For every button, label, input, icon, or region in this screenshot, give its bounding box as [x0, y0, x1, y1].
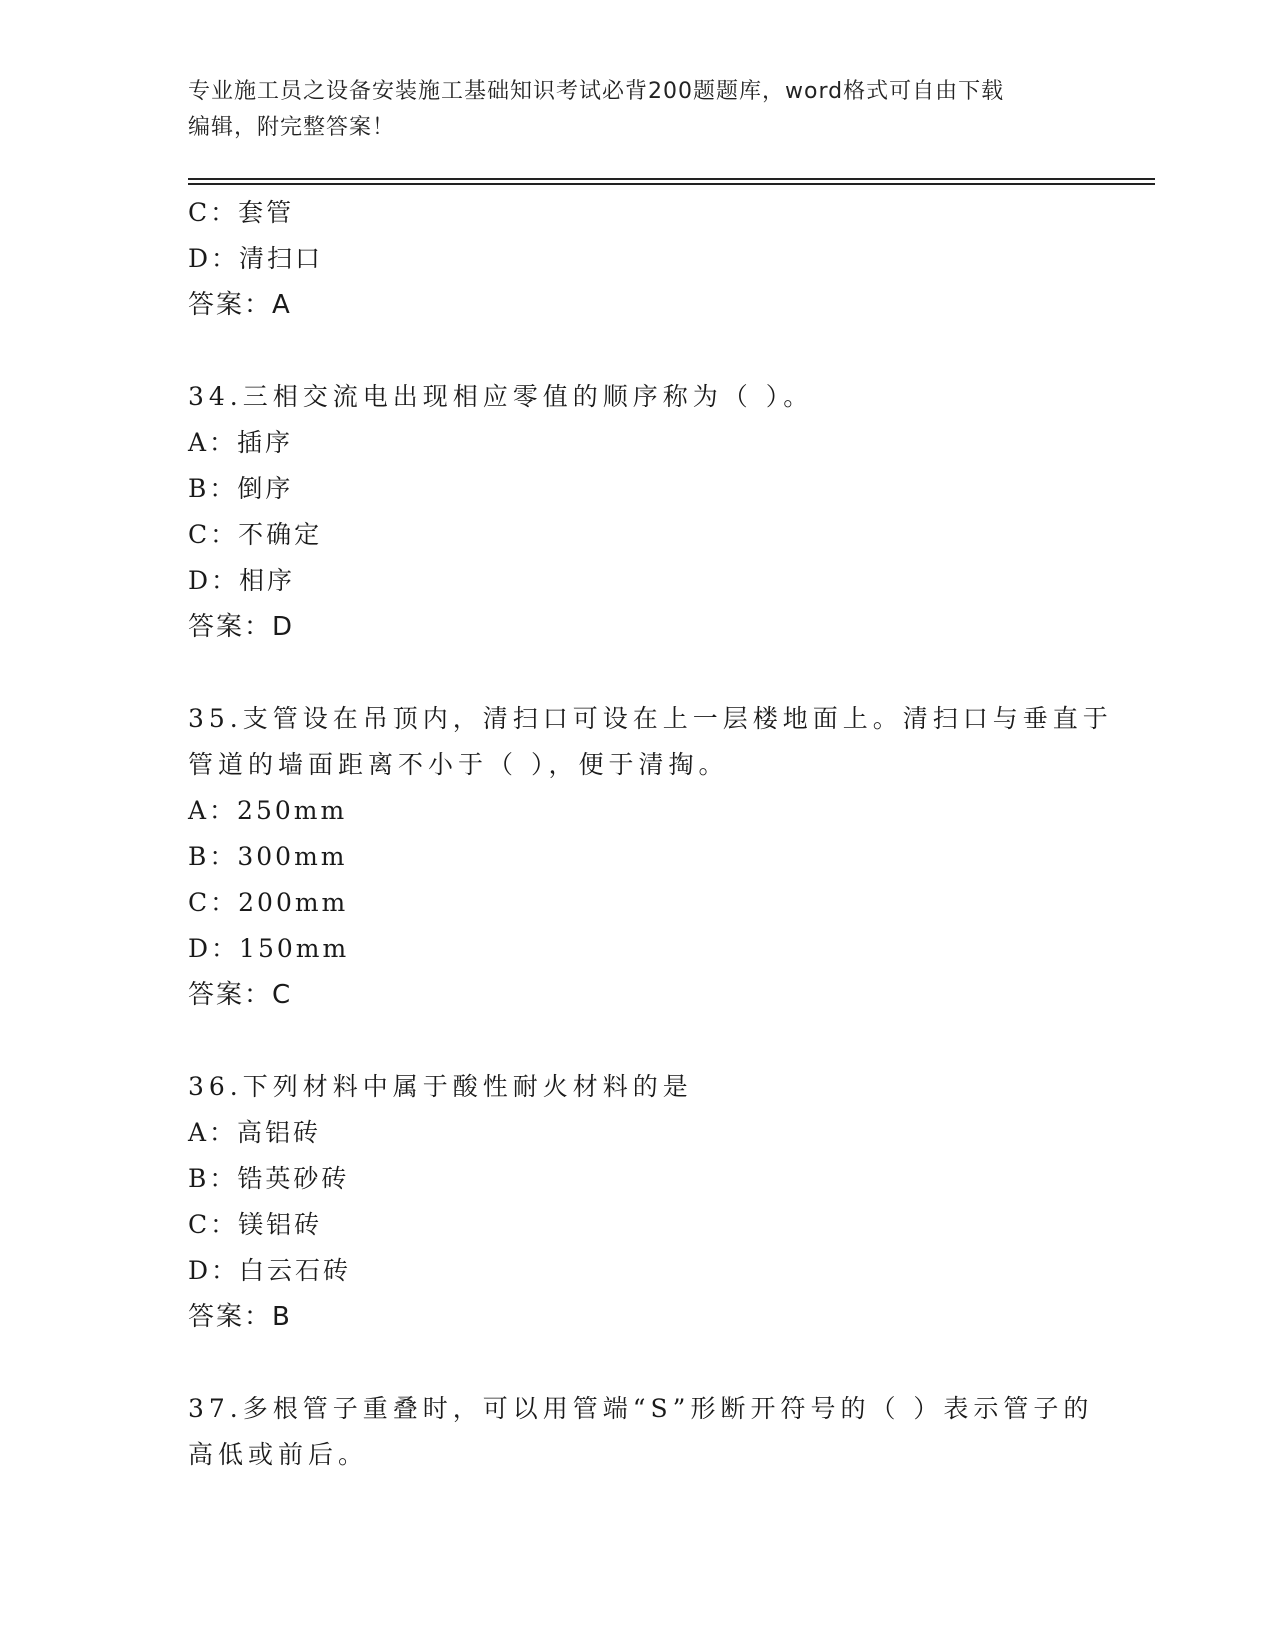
- header-divider-top: [188, 178, 1155, 180]
- question-text-line-1: 35.支管设在吊顶内，清扫口可设在上一层楼地面上。清扫口与垂直于: [188, 704, 1113, 733]
- answer-label: 答案：C: [188, 980, 293, 1010]
- option-a: A：插序: [188, 428, 294, 457]
- option-c: C：200mm: [188, 888, 349, 917]
- question-33-tail: [188, 190, 1088, 328]
- header-line-2: 编辑，附完整答案！: [188, 115, 396, 140]
- question-34: [188, 374, 1088, 650]
- option-c: C：套管: [188, 198, 295, 227]
- question-text-line-2: 管道的墙面距离不小于（ ），便于清掏。: [188, 750, 729, 779]
- option-d: D：150mm: [188, 934, 350, 963]
- question-text: 36.下列材料中属于酸性耐火材料的是: [188, 1072, 693, 1101]
- question-text-line-1: 37.多根管子重叠时，可以用管端“S”形断开符号的（ ）表示管子的: [188, 1394, 1094, 1423]
- question-37: [188, 1386, 1094, 1478]
- answer-label: 答案：D: [188, 612, 295, 642]
- document-header: [188, 74, 1088, 146]
- option-a: A：高铝砖: [188, 1118, 322, 1147]
- header-line-1: 专业施工员之设备安装施工基础知识考试必背200题题库，word格式可自由下载: [188, 79, 1005, 104]
- option-d: D：白云石砖: [188, 1256, 352, 1285]
- question-list: [188, 190, 1113, 1478]
- option-b: B：300mm: [188, 842, 348, 871]
- option-b: B：锆英砂砖: [188, 1164, 350, 1193]
- question-35: [188, 696, 1113, 1018]
- question-36: [188, 1064, 1088, 1340]
- option-c: C：镁铝砖: [188, 1210, 323, 1239]
- question-text: 34.三相交流电出现相应零值的顺序称为（ ）。: [188, 382, 814, 411]
- option-d: D：清扫口: [188, 244, 324, 273]
- header-divider-bottom: [188, 183, 1155, 185]
- option-d: D：相序: [188, 566, 296, 595]
- question-text-line-2: 高低或前后。: [188, 1440, 369, 1469]
- option-c: C：不确定: [188, 520, 323, 549]
- answer-label: 答案：B: [188, 1302, 292, 1332]
- answer-label: 答案：A: [188, 290, 292, 320]
- option-a: A：250mm: [188, 796, 348, 825]
- option-b: B：倒序: [188, 474, 294, 503]
